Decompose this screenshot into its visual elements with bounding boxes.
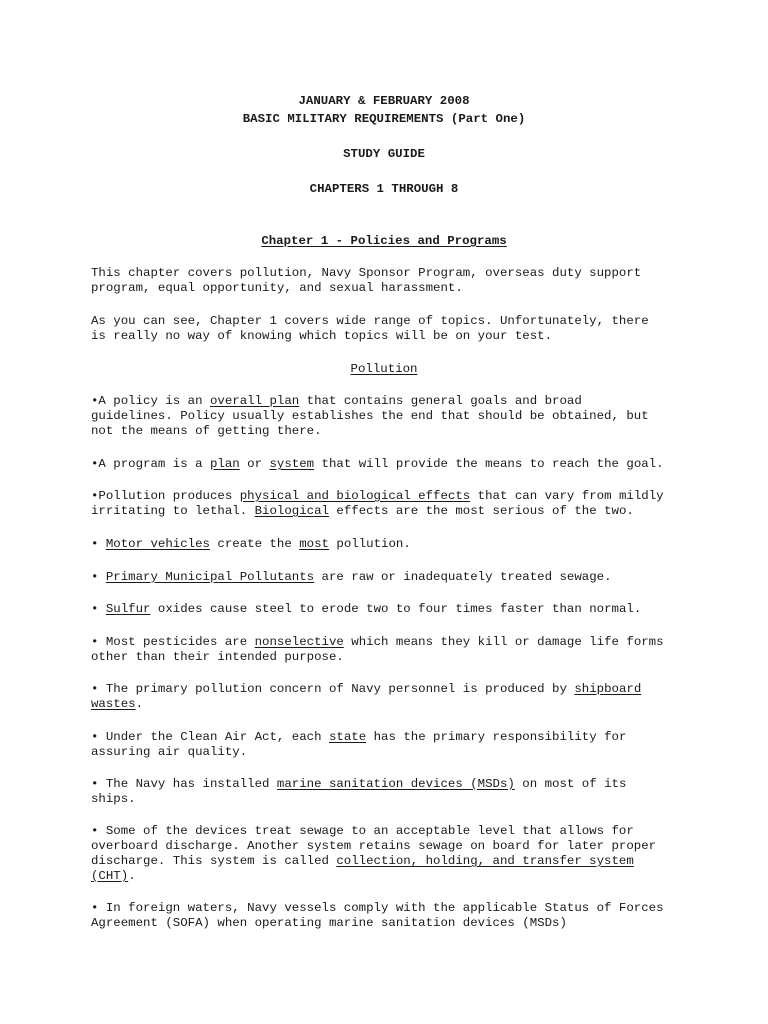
bullet-policy: •A policy is an overall plan that contains general goals and broad guidelines. Policy usually establishes the end that should be obtained, but not the means of getting there. [91, 394, 649, 438]
bullet-clean-air-act: • Under the Clean Air Act, each state has the primary responsibility for assuring air quality. [91, 730, 627, 759]
header-date: JANUARY & FEBRUARY 2008 [298, 94, 470, 108]
bullet-shipboard-wastes: • The primary pollution concern of Navy personnel is produced by shipboard wastes. [91, 682, 642, 711]
bullet-municipal-pollutants: • Primary Municipal Pollutants are raw or inadequately treated sewage. [91, 570, 612, 584]
bullet-sofa: • In foreign waters, Navy vessels comply with the applicable Status of Forces Agreement (SOFA) when operating marine sanitation devices (MSDs) [91, 901, 664, 930]
bullet-pesticides: • Most pesticides are nonselective which means they kill or damage life forms other than their intended purpose. [91, 635, 664, 664]
chapter-intro: This chapter covers pollution, Navy Sponsor Program, overseas duty support program, equal opportunity, and sexual harassment. [91, 266, 642, 295]
bullet-motor-vehicles: • Motor vehicles create the most pollution. [91, 537, 411, 551]
header-chapters: CHAPTERS 1 THROUGH 8 [309, 182, 459, 196]
bullet-program: •A program is a plan or system that will provide the means to reach the goal. [91, 457, 664, 471]
chapter-intro-2: As you can see, Chapter 1 covers wide range of topics. Unfortunately, there is really no way of knowing which topics will be on your test. [91, 314, 649, 343]
header-title: BASIC MILITARY REQUIREMENTS (Part One) [242, 112, 526, 126]
bullet-pollution-effects: •Pollution produces physical and biological effects that can vary from mildly irritating to lethal. Biological effects are the most serious of the two. [91, 489, 664, 518]
pollution-heading: Pollution [350, 362, 418, 376]
bullet-msds: • The Navy has installed marine sanitation devices (MSDs) on most of its ships. [91, 777, 627, 806]
chapter-1-title: Chapter 1 - Policies and Programs [261, 234, 507, 248]
bullet-cht: • Some of the devices treat sewage to an acceptable level that allows for overboard discharge. Another system retains sewage on board for later proper discharge. This system is called collection, holding, and transfer system (CHT). [91, 824, 657, 883]
bullet-sulfur: • Sulfur oxides cause steel to erode two to four times faster than normal. [91, 602, 642, 616]
header-study-guide: STUDY GUIDE [343, 147, 425, 161]
